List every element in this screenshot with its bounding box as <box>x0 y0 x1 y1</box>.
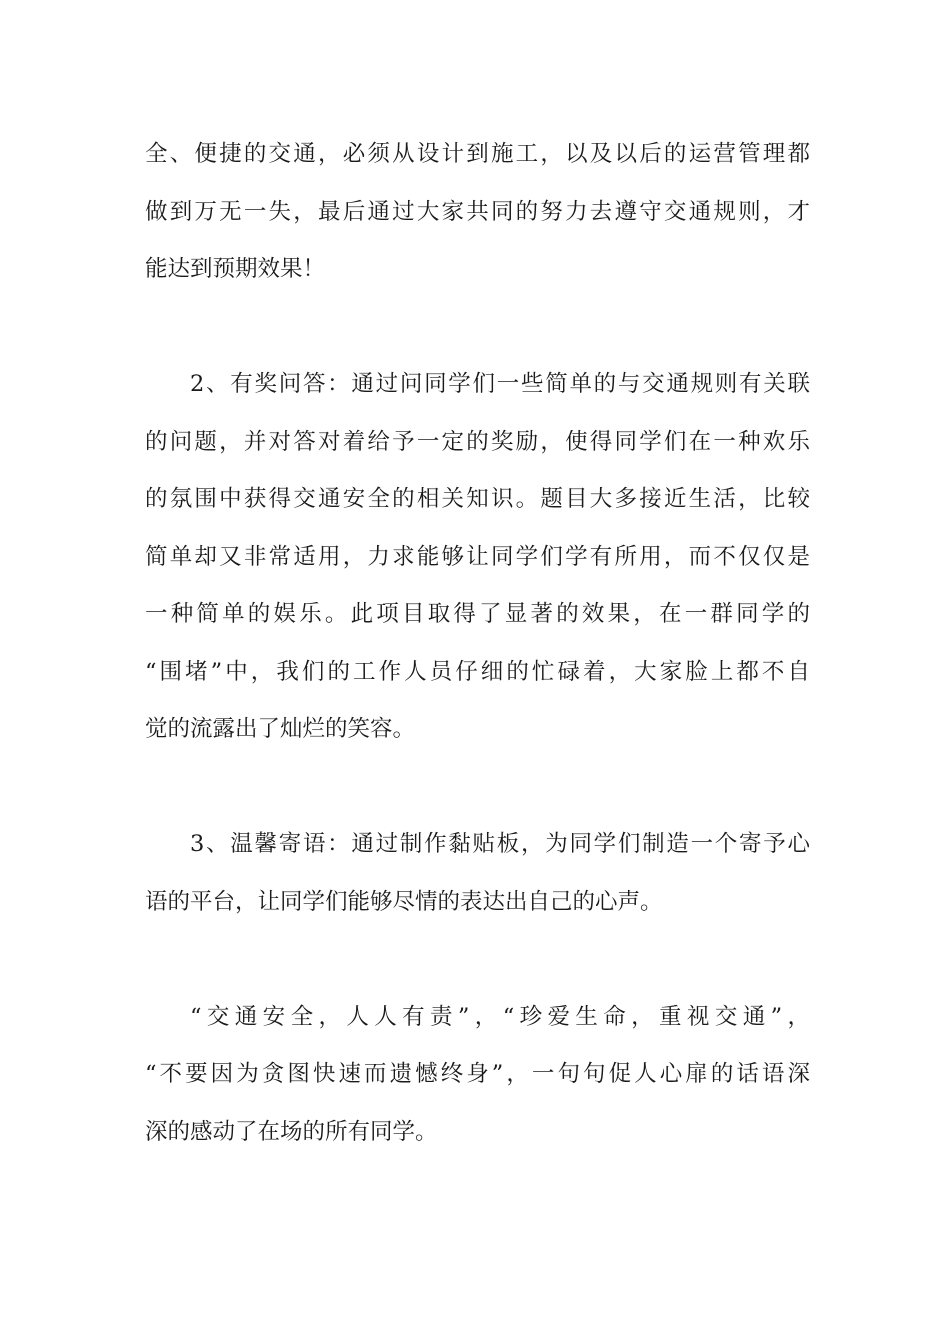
text-line: “围堵”中，我们的工作人员仔细的忙碌着，大家脸上都不自 <box>145 658 810 685</box>
paragraph-3 <box>145 816 810 931</box>
text-line: 觉的流露出了灿烂的笑容。 <box>145 716 416 742</box>
text-line: 做到万无一失，最后通过大家共同的努力去遵守交通规则，才 <box>145 198 810 225</box>
text-line: 的氛围中获得交通安全的相关知识。题目大多接近生活，比较 <box>145 486 810 512</box>
text-line: 能达到预期效果！ <box>145 256 326 282</box>
text-line: 全、便捷的交通，必须从设计到施工，以及以后的运营管理都 <box>145 141 810 167</box>
paragraph-1 <box>145 126 810 299</box>
text-line: 3、温馨寄语：通过制作黏贴板，为同学们制造一个寄予心 <box>190 831 810 857</box>
text-line: 语的平台，让同学们能够尽情的表达出自己的心声。 <box>145 888 663 915</box>
text-line: 简单却又非常适用，力求能够让同学们学有所用，而不仅仅是 <box>145 543 810 570</box>
text-line: 2、有奖问答：通过问同学们一些简单的与交通规则有关联 <box>190 371 810 397</box>
paragraph-4 <box>145 989 810 1162</box>
paragraph-2 <box>145 356 810 759</box>
body-text <box>145 126 810 1161</box>
text-line: 的问题，并对答对着给予一定的奖励，使得同学们在一种欢乐 <box>145 428 810 455</box>
text-line: “不要因为贪图快速而遗憾终身”，一句句促人心扉的话语深 <box>145 1061 810 1087</box>
text-line: 一种简单的娱乐。此项目取得了显著的效果，在一群同学的 <box>145 601 810 627</box>
text-line: 深的感动了在场的所有同学。 <box>145 1118 438 1145</box>
text-line: “交通安全，人人有责”，“珍爱生命，重视交通”， <box>190 1003 810 1030</box>
